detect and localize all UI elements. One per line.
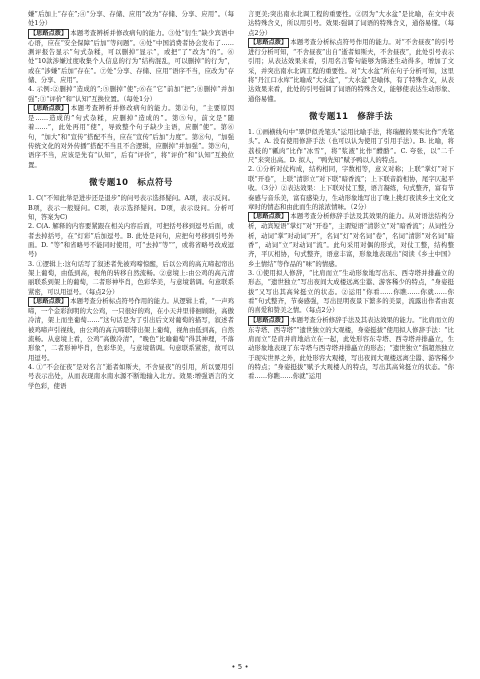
paragraph: 嫌”后加上“存在”;④“分享、存储、应用”改为“存储、分享、应用”。（每处1分）: [28, 10, 234, 28]
analysis-paragraph: 【思路点拨】 本题考查辨析并修改病句的能力。③处“衍生”缺少宾语中心语，应在“安全保障”后加“等问题”。④处“中国消费者协会发布了……测评报告显示”句式杂糅，可以删掉“显示”，或把“了”改为“的”。⑥处“10款涉嫌过度收集个人信息的行为”结构混乱，可以删掉“的行为”，或在“涉嫌”后加“存在”。⑦处“分享、存储、应用”语序不当，应改为“存储、分享、应用”。: [28, 28, 234, 85]
analysis-paragraph: 【思路点拨】 本题考查分析修辞手法及其表达效果的能力。“比肩而立的东寺塔、西寺塔”“遗世独立的大观楼，身姿挺拔”使用拟人修辞手法：“比肩而立”是肩并肩地站立在一起，此处形容东寺塔、西寺塔并排矗立，生动形象地表现了东寺塔与西寺塔并排矗立的形态；“遗世独立”指超然独立于现实世界之外，此处形容大观楼，写出夜间大观楼远离尘嚣、游客稀少的特点；“身姿挺拔”赋予大观楼人的特点，写出其高耸挺立的状态。“你看……你瞧……你就”运用: [248, 315, 454, 381]
left-column: [28, 10, 234, 660]
analysis-paragraph: 【思路点拨】 本题考查辨析并修改病句的能力。第②句，“主要原因是……造成的”句式杂糅，应删掉“造成的”。第⑤句，前文是“随着……”，此处再用“使”，导致整个句子缺少主语，应删“使”。第⑥句，“加大”和“宣传”搭配不当，应在“宣传”后加“力度”。第⑧句，“加强传统文化的对外传播”搭配不当且不合逻辑，应删掉“并加强”。第⑨句，语序不当，应该是先有“认知”，后有“评价”，将“评价”和“认知”互换位置。: [28, 104, 234, 169]
analysis-paragraph: 【思路点拨】 本题考查分析修辞手法及其效果的能力。从对语法结构分析，动宾短语“掌灯”对“开卷”，主谓短语“清影立”对“暗香流”；从词性分析，动词“掌”对动词“开”，名词“灯”对名词“卷”，名词“清影”对名词“暗香”，动词“立”对动词“流”。此句采用对偶的形式，对仗工整，结构整齐，平仄相协，句式整齐，语意丰富，形象地表现出“阅读《乡土中国》乡土情结”等作品的“味”的情感。: [248, 212, 454, 268]
hint-tag: 【思路点拨】: [30, 105, 68, 113]
page-body: [28, 10, 454, 660]
answer-item: 2. ①分析对仗构成，结构相同，字数相等，意义对称；上联“掌灯”对下联“开卷”，上联“清影立”对下联“暗香流”；上下联音韵相协，尾字仄起平收。（3分）②表达效果：上下联对仗工整，语言凝练，句式整齐，富有节奏感与音乐美，富有感染力，生动形象地写出了晚上挑灯夜读乡土文化文章时的情态和由此而生的浓浓情味。（2分）: [248, 165, 454, 211]
answer-item: 1. ①画横线句中“翠伊似秃笔头”运用比喻手法，将瑞靓的果实比作“秃笔头”。A. 没有使用修辞手法（也可以认为使用了引用手法）。B. 比喻，将荔枝的“瓤肉”比作“冰雪”，将“浆液”比作“醴酪”。C. 夸张，以“二千尺”来突出高。D. 拟人，“鸭先知”赋予鸭以人的特点。: [248, 128, 454, 165]
section-title: 微专题11 修辞手法: [309, 111, 393, 122]
hint-tag: 【思路点拨】: [250, 39, 288, 47]
answer-item: 4. ①“不会征夜”是对名言“逝者如斯夫，不舍昼夜”的引用，所以要用引号表示出处，从而表现南水南水源不断地输入北方。效果:增强语言的文学色彩，使语: [28, 363, 234, 390]
section-title: 微专题10 标点符号: [89, 177, 173, 188]
analysis-paragraph: 【思路点拨】 本题考查分析标点符号作用的能力。从逻辑上看，“一声鸡啼，一个金彩润明的大公鸡，一只很好的鸡，在小天井里徘徊顾盼，高傲冷清，架上而坐葡萄……”这句话是为了引出后文对葡萄的描写，叙述者被鸡啼声引视线，由公鸡的高亢啼联带出架上葡萄，视角由低到高，自然流畅。从意境上看，公鸡“高傲冷清”，“晚色”比喻葡萄“得其神理，不落形象”，二者形神毕肖，色彩华美，与意境谐调。句意联系紧密，故可以用逗号。: [28, 296, 234, 362]
hint-tag: 【思路点拨】: [30, 29, 68, 37]
answer-item: 3. ①使用拟人修辞，“比肩而立”生动形象地写出东、西寺塔并排矗立的形态，“遗世独立”写出夜间大成楼远离尘嚣、游客稀少的特点，“身姿挺拔”又写出其高耸挺立的状态。②运用“你看……你瞧……你就……你看”句式整齐，节奏感强，写出昆明夜景下繁多的美景，流露出作者由衷的喜爱和赞美之情。（每点2分）: [248, 268, 454, 315]
hint-tag: 【思路点拨】: [30, 297, 68, 305]
answer-item: 3. ①逻辑上:这句话写了叙述者先被鸡啼惊醒，后以公鸡的高亢啼起帘出架上葡萄，由低到高，视角的转移自然流畅。②意境上:由公鸡的高亢清丽联系到架上的葡萄，二者形神毕肖，色彩华美，与意境谐调。句意联系紧密，可以用逗号。（每点2分）: [28, 259, 234, 296]
answer-item: 1. C(“不知此举是进步还是退步”的问号表示选择疑问。A项，表示反问。B项，表示一般疑问。C项，表示选择疑问。D项，表示设问。分析可知，答案为C): [28, 194, 234, 221]
hint-tag: 【思路点拨】: [250, 213, 288, 221]
answer-item: 2. C(A. 解释的内容要紧跟在相关内容后面，可把括号移到逗号后面，或者去掉括号，在“灯彩”后加逗号。B. 此处是问句，应把句号移到引号外面。D. “等”和省略号不能同时使用，可“去掉“等””，或将省略号改成逗号): [28, 222, 234, 259]
answer-item: 4. 示例:②删掉“造成的”;⑤删掉“使”;⑥在“它”前加“把”;⑧删掉“并加强”;③“评价”和“认知”互换位置。（每处1分）: [28, 85, 234, 103]
analysis-paragraph: 【思路点拨】 本题考查分析标点符号作用的能力。对“不舍昼夜”的引号进行分析可知，“不舍昼夜”出自“逝者如斯夫，不舍昼夜”，此处引号表示引用；从表达效果来看，引用名言警句能够为陈述生动得多，增加了文采，并突出南水北调工程的重要性。对“大水盆”所在句子分析可知，这里将“丹江口水库”比喻成“大水盆”，“大水盆”是喻体，有了特殊含义，从表达效果来看，此处的引号强调了词语的特殊含义，能够使表达生动形象、通俗易懂。: [248, 38, 454, 103]
right-column: [248, 10, 454, 660]
paragraph: 言更美;突出南水北调工程的重要性。②因为“大水盆”是比喻，在文中表达特殊含义，所以用引号。效果:强调了词语的特殊含义，通俗易懂。（每点2分）: [248, 10, 454, 37]
hint-tag: 【思路点拨】: [250, 316, 288, 324]
page-number: • 5 •: [231, 663, 249, 671]
